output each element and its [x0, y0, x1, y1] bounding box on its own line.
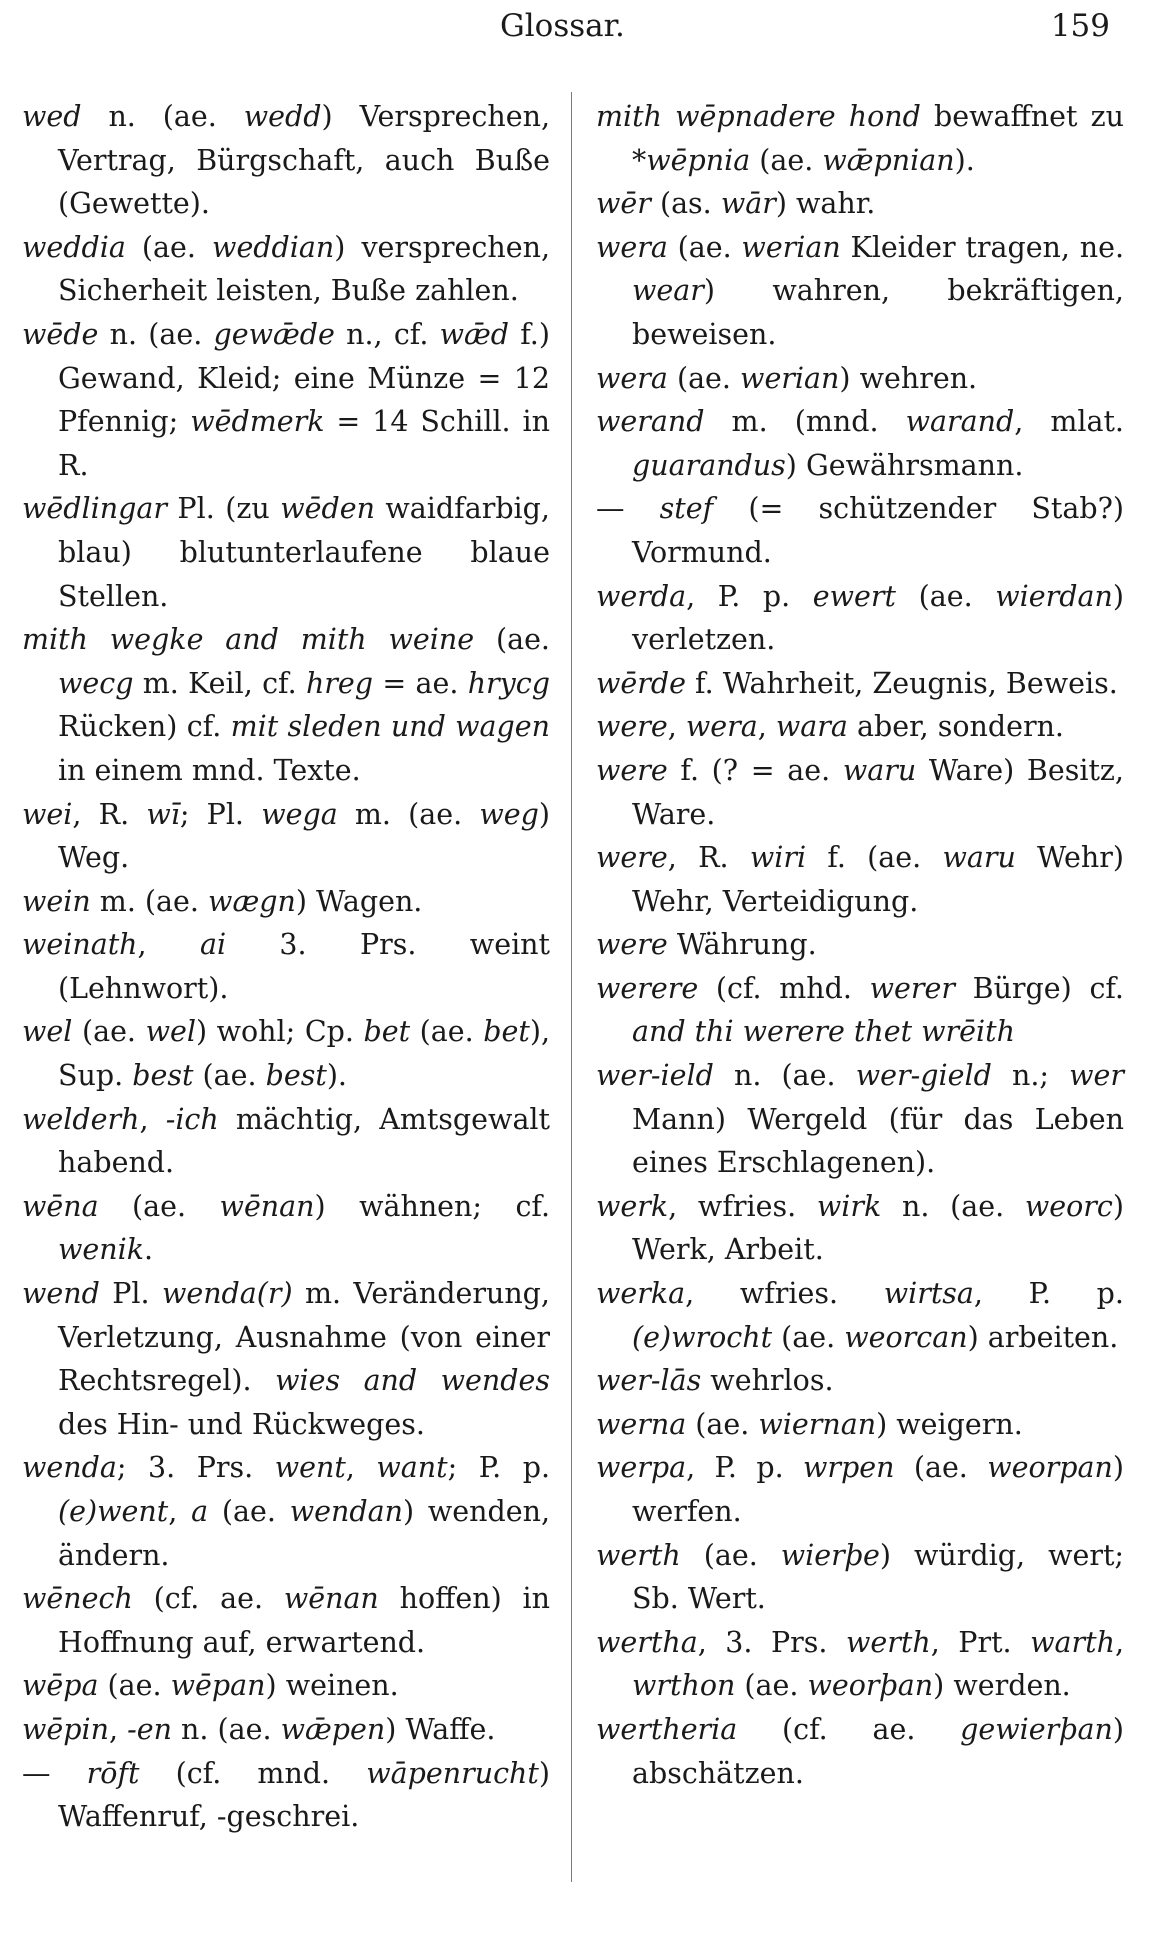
glossary-entry: wera (ae. werian) wehren. — [596, 361, 978, 395]
glossary-entry: welderh, -ich mächtig, Amtsgewalt habend. — [22, 1102, 550, 1180]
glossary-entry: weinath, ai 3. Prs. weint (Lehnwort). — [22, 928, 550, 1005]
glossary-entry: mith wegke and mith weine (ae. wecg m. Keil, cf. hreg = ae. hrycg Rücken) cf. mit sleden und wagen in einem mnd. Texte. — [22, 623, 550, 787]
glossary-entry: wei, R. wī; Pl. wega m. (ae. weg) Weg. — [22, 797, 550, 875]
glossary-entry: — stef (= schützender Stab?) Vormund. — [596, 492, 1124, 569]
column-divider — [571, 92, 572, 1882]
glossary-entry: werth (ae. wierþe) würdig, wert; Sb. Wert. — [596, 1538, 1125, 1616]
glossary-entry: wertheria (cf. ae. gewierþan) abschätzen. — [596, 1712, 1124, 1790]
glossary-entry: were, R. wiri f. (ae. waru Wehr) Wehr, Verteidigung. — [596, 841, 1124, 918]
glossary-entry: wed n. (ae. wedd) Versprechen, Vertrag, Bürgschaft, auch Buße (Gewette). — [22, 100, 550, 221]
glossary-entry: were f. (? = ae. waru Ware) Besitz, Ware. — [596, 753, 1124, 831]
glossary-entry: wer-lās wehrlos. — [596, 1364, 834, 1398]
glossary-entry: werk, wfries. wirk n. (ae. weorc) Werk, Arbeit. — [596, 1189, 1124, 1267]
glossary-entry: were, wera, wara aber, sondern. — [596, 710, 1064, 744]
running-header — [0, 8, 1168, 52]
glossary-entry: wēpa (ae. wēpan) weinen. — [22, 1669, 399, 1703]
glossary-entry: wer-ield n. (ae. wer-gield n.; wer Mann) Wergeld (für das Leben eines Erschlagenen). — [596, 1059, 1124, 1180]
glossary-entry: werda, P. p. ewert (ae. wierdan) verletzen. — [596, 579, 1124, 657]
page-title: Glossar. — [500, 8, 625, 44]
page-number: 159 — [1050, 8, 1110, 44]
glossary-entry: werere (cf. mhd. werer Bürge) cf. and thi werere thet wrēith — [596, 971, 1124, 1049]
glossary-entry: wēdlingar Pl. (zu wēden waidfarbig, blau) blutunterlaufene blaue Stellen. — [22, 492, 550, 613]
glossary-entry: wera (ae. werian Kleider tragen, ne. wear) wahren, bekräftigen, beweisen. — [596, 230, 1124, 351]
glossary-entry: wēde n. (ae. gewǣde n., cf. wǣd f.) Gewand, Kleid; eine Münze = 12 Pfennig; wēdmerk = 14 Schill. in R. — [22, 317, 550, 482]
glossary-entry: wēnech (cf. ae. wēnan hoffen) in Hoffnung auf, erwartend. — [22, 1582, 550, 1659]
glossary-entry: — rōft (cf. mnd. wāpenrucht) Waffenruf, -geschrei. — [22, 1756, 550, 1834]
glossary-entry: werka, wfries. wirtsa, P. p. (e)wrocht (ae. weorcan) arbeiten. — [596, 1277, 1124, 1354]
glossary-entry: wēr (as. wār) wahr. — [596, 187, 876, 221]
glossary-entry: wērde f. Wahrheit, Zeugnis, Beweis. — [596, 666, 1118, 700]
glossary-entry: mith wēpnadere hond bewaffnet zu *wēpnia (ae. wǣpnian). — [596, 100, 1124, 177]
glossary-entry: wertha, 3. Prs. werth, Prt. warth, wrthon (ae. weorþan) werden. — [596, 1625, 1124, 1703]
glossary-entry: wel (ae. wel) wohl; Cp. bet (ae. bet), Sup. best (ae. best). — [22, 1015, 551, 1093]
glossary-entry: wein m. (ae. wægn) Wagen. — [22, 884, 423, 918]
glossary-entry: wenda; 3. Prs. went, want; P. p. (e)went, a (ae. wendan) wenden, ändern. — [22, 1451, 551, 1572]
glossary-entry: were Währung. — [596, 928, 817, 962]
glossary-entry: werpa, P. p. wrpen (ae. weorpan) werfen. — [596, 1451, 1124, 1528]
glossary-entry: werna (ae. wiernan) weigern. — [596, 1407, 1023, 1441]
glossary-entry: wēna (ae. wēnan) wähnen; cf. wenik. — [22, 1189, 551, 1267]
glossary-column-right — [596, 95, 1124, 1795]
glossary-entry: wēpin, -en n. (ae. wǣpen) Waffe. — [22, 1712, 496, 1746]
glossary-column-left — [22, 95, 550, 1839]
glossary-entry: weddia (ae. weddian) versprechen, Sicherheit leisten, Buße zahlen. — [22, 230, 551, 308]
glossary-entry: werand m. (mnd. warand, mlat. guarandus) Gewährsmann. — [596, 405, 1124, 482]
glossary-entry: wend Pl. wenda(r) m. Veränderung, Verletzung, Ausnahme (von einer Rechtsregel). wies and wendes des Hin- und Rückweges. — [22, 1277, 550, 1441]
